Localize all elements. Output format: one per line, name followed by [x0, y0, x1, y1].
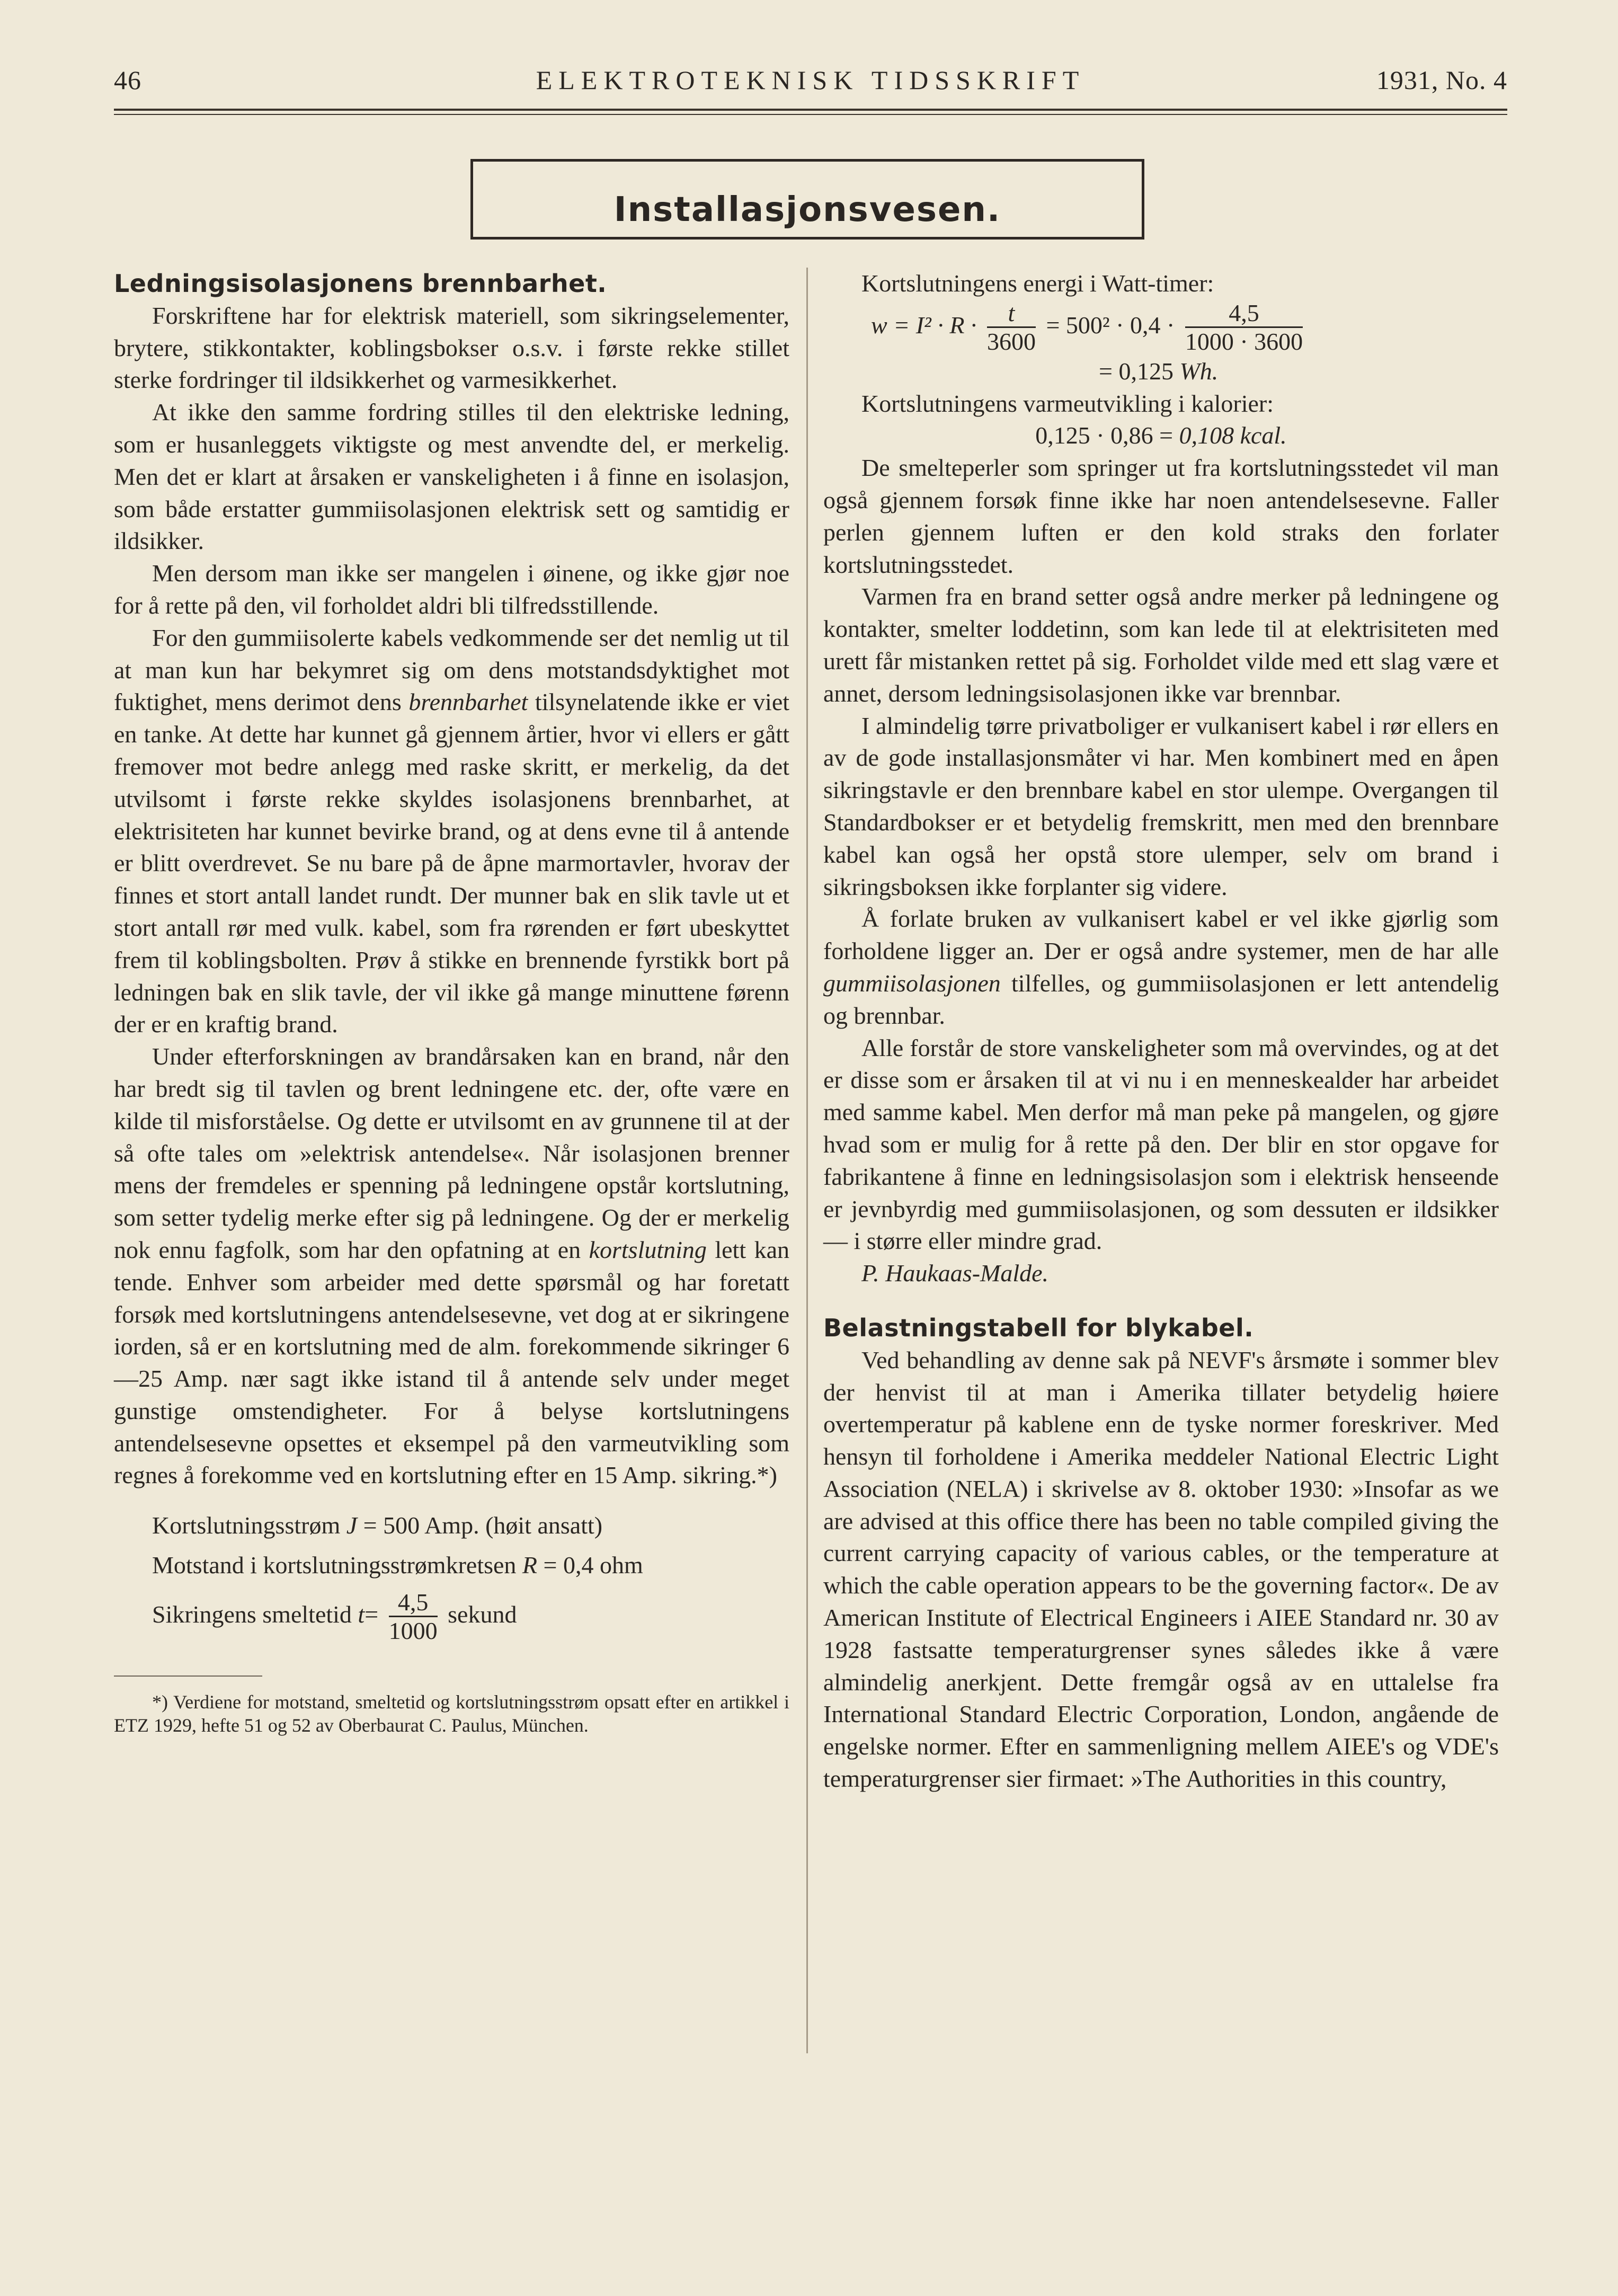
header-rule-top [114, 109, 1507, 111]
paragraph: Alle forstår de store vanskeligheter som må overvindes, og at det er disse som er årsaken til at vi nu i en menneskealder har arbeidet med samme kabel. Men derfor må man peke på mangelen, og gjøre hvad som er mulig for å rette på den. Der blir en stor opgave for fabrikantene å finne en ledningsisolasjon som i elektrisk henseende er jevnbyrdig med gummiisolasjonen, og som dessuten er ildsikker — i større eller mindre grad. [823, 1034, 1499, 1255]
formula-fuse-time [114, 1589, 789, 1645]
fraction [1185, 300, 1303, 356]
paragraph [823, 903, 1499, 1032]
author-name: P. Haukaas-Malde. [861, 1260, 1049, 1287]
running-head [114, 65, 1507, 102]
heat-label: Kortslutningens varmeutvikling i kalorier: [861, 389, 1274, 417]
formula-lhs: w = I² · R · [871, 311, 977, 339]
energy-result [823, 356, 1499, 388]
formula-expression: 0,125 · 0,86 = [1035, 422, 1174, 449]
emphasis: kortslutning [589, 1236, 707, 1263]
emphasis: brennbarhet [408, 688, 528, 716]
fraction-numerator: 4,5 [389, 1589, 438, 1617]
formula-label: Motstand i kortslutningsstrømkretsen [152, 1552, 517, 1579]
spacer [823, 1290, 1499, 1312]
header-rule-bottom [114, 114, 1507, 115]
text-run: tilsynelatende ikke er viet en tanke. At dette har kunnet gå gjennem årtier, hvor vi ellers er gått fremover mot bedre anlegg med raske skritt, er merkelig, da det utvilsomt i første rekke skyldes isolasjonens brennbarhet, at elektrisiteten har kunnet bevirke brand, og at dens evne til å antende er blitt overdrevet. Se nu bare på de åpne marmortavler, hvorav der finnes et stort antall landet rundt. Der munner bak en slik tavle ut et stort antall rør med vulk. kabel, som fra rørenden er ført ubeskyttet frem til koblingsbolten. Prøv å stikke en brennende fyrstikk bort på ledningen bak en slik tavle, der vil ikke gå mange minuttene førenn der er en kraftig brand. [114, 688, 790, 1038]
paragraph [114, 1041, 789, 1492]
fraction-numerator: t [987, 300, 1036, 328]
formula-current [114, 1510, 789, 1542]
formula-variable: J [346, 1512, 358, 1539]
energy-label: Kortslutningens energi i Watt-timer: [861, 270, 1214, 297]
paragraph: De smelteperler som springer ut fra kortslutningsstedet vil man også gjennem forsøk finne ikke har noen antendelsesevne. Faller perlen gjennem luften er den kold straks den forlater kortslutningsstedet. [823, 454, 1499, 578]
formula-value: = 500 Amp. (høit ansatt) [363, 1512, 603, 1539]
formula-label: Sikringens smeltetid [152, 1600, 352, 1628]
formula-block [114, 1510, 789, 1645]
text-run: tilfelles, og gummiisolasjonen er lett antendelig og brennbar. [823, 969, 1499, 1029]
paragraph: Men dersom man ikke ser mangelen i øinene, og ikke gjør noe for å rette på den, vil forholdet aldri bli tilfredsstillende. [114, 560, 789, 619]
footnote: *) Verdiene for motstand, smeltetid og kortslutningsstrøm opsatt efter en artikkel i ETZ 1929, hefte 51 og 52 av Oberbaurat C. Paulus, München. [114, 1691, 789, 1736]
fraction-denominator: 1000 [388, 1617, 438, 1644]
formula-result: 0,108 kcal. [1179, 422, 1287, 449]
column-divider [806, 268, 808, 2053]
formula-label: Kortslutningsstrøm [152, 1512, 341, 1539]
author-signature [823, 1257, 1499, 1290]
fraction [987, 300, 1036, 356]
paragraph [114, 622, 789, 1041]
formula-value: = 0,4 ohm [543, 1552, 643, 1579]
fraction-numerator: 4,5 [1185, 300, 1303, 328]
section-title: Installasjonsvesen. [614, 190, 1001, 229]
paragraph: I almindelig tørre privatboliger er vulkanisert kabel i rør ellers en av de gode installasjonsmåter vi har. Men kombinert med en åpen sikringstavle er den brennbare kabel en stor ulempe. Overgangen til Standardbokser er et betydelig fremskritt, men med den brennbare kabel kan også her opstå store ulemper, selv om brand i sikringsboksen ikke forplanter sig videre. [823, 712, 1499, 900]
paragraph: At ikke den samme fordring stilles til den elektriske ledning, som er husanleggets viktigste og mest anvendte del, er merkelig. Men det er klart at årsaken er vanskeligheten i å finne en isolasjon, som både erstatter gummiisolasjonen elektrisk sett og samtidig er ildsikker. [114, 398, 789, 555]
energy-formula [823, 300, 1499, 356]
text-run: For den gummiisolerte kabels vedkommende ser det nemlig ut til at man kun har bekymret sig om dens motstandsdyktighet mot fuktighet, mens derimot dens [114, 624, 789, 716]
heat-formula [823, 420, 1499, 452]
text-run: Å forlate bruken av vulkanisert kabel er vel ikke gjørlig som forholdene ligger an. Der er også andre systemer, men de har alle [823, 905, 1499, 965]
formula-unit: sekund [448, 1600, 517, 1628]
fraction [389, 1589, 438, 1645]
text-run: Under efterforskningen av brandårsaken kan en brand, når den har bredt sig til tavlen og brent ledningene etc. der, ofte være en kilde til misforståelse. Og dette er utvilsomt en av grunnene til at der så ofte tales om »elektrisk antendelse«. Når isolasjonen brenner mens der fremdeles er spenning på ledningene opstår kortslutning, som setter tydelig merke efter sig på ledningene. Og der er merkelig nok ennu fagfolk, som har den opfatning at en [114, 1043, 789, 1263]
paragraph: Ved behandling av denne sak på NEVF's årsmøte i sommer blev der henvist til at man i Amerika tillater betydelig høiere overtemperatur på kablene enn de tyske normer foreskriver. Med hensyn til forholdene i Amerika meddeler National Electric Light Association (NELA) i skrivelse av 8. oktober 1930: »Insofar as we are advised at this office there has been no table compiled giving the current carrying capacity of various cables, or the temperature at which the cable operation appears to be the governing factor«. De av American Institute of Electrical Engineers i AIEE Standard nr. 30 av 1928 fastsatte temperaturgrenser synes således ikke å være almindelig anerkjent. Dette fremgår også av en uttalelse fra International Standard Electric Corporation, London, angående de engelske normer. Efter en sammenligning mellem AIEE's og VDE's temperaturgrenser sier firmaet: »The Authorities in this country, [823, 1346, 1499, 1793]
right-column [823, 268, 1499, 1795]
journal-title: ELEKTROTEKNISK TIDSSKRIFT [536, 65, 1086, 95]
article-heading: Ledningsisolasjonens brennbarhet. [114, 269, 607, 298]
formula-variable: t [358, 1600, 365, 1628]
energy-calculation [823, 268, 1499, 452]
formula-equals: = [365, 1600, 379, 1628]
left-column [114, 268, 789, 1737]
formula-variable: R [522, 1552, 538, 1579]
fraction-denominator: 3600 [986, 327, 1036, 355]
formula-unit: Wh. [1179, 357, 1219, 385]
section-title-box [470, 159, 1144, 240]
issue-info: 1931, No. 4 [1376, 65, 1507, 95]
fraction-denominator: 1000 · 3600 [1185, 327, 1303, 355]
text-run: lett kan tende. Enhver som arbeider med dette spørsmål og har foretatt forsøk med kortslutningens antendelsesevne, vet dog at er sikringene iorden, så er en kortslutning med de alm. forekommende sikringer 6—25 Amp. nær sagt ikke istand til å antende selv under meget gunstige omstendigheter. For å belyse kortslutningens antendelsesevne opsettes et eksempel på den varmeutvikling som regnes å forekomme ved en kortslutning efter en 15 Amp. sikring.*) [114, 1236, 789, 1489]
formula-mid: = 500² · 0,4 · [1046, 311, 1175, 339]
emphasis: gummiisolasjonen [823, 969, 1001, 997]
footnote-rule [114, 1676, 262, 1677]
paragraph: Forskriftene har for elektrisk materiell, som sikringselementer, brytere, stikkontakter, koblingsbokser o.s.v. i første rekke stillet sterke fordringer til ildsikkerhet og varmesikkerhet. [114, 302, 789, 394]
formula-result: = 0,125 [1099, 357, 1174, 385]
article-heading: Belastningstabell for blykabel. [823, 1313, 1254, 1342]
formula-resistance [114, 1549, 789, 1582]
paragraph: Varmen fra en brand setter også andre merker på ledningene og kontakter, smelter loddetinn, som kan lede til at elektrisiteten med urett får mistanken rettet på sig. Forholdet vilde med ett slag være et annet, dersom ledningsisolasjonen ikke var brennbar. [823, 583, 1499, 707]
page-number: 46 [114, 65, 141, 95]
